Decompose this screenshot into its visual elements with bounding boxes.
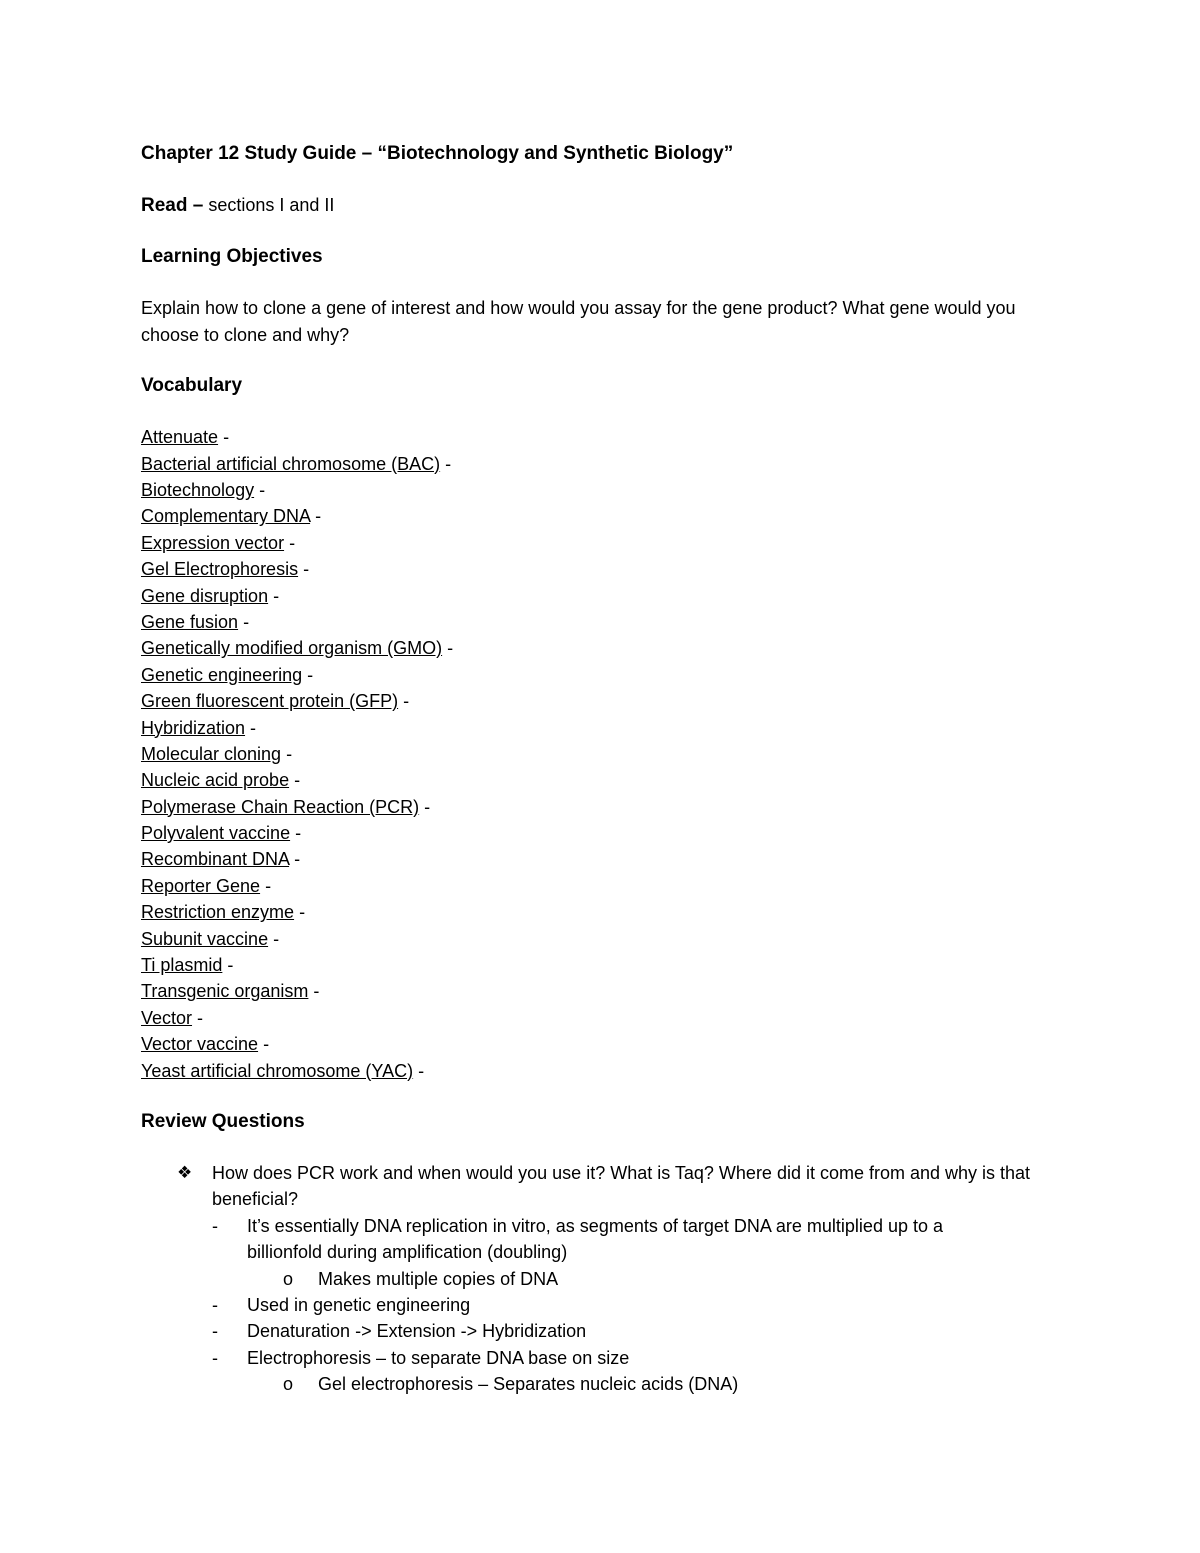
vocabulary-item <box>141 767 1041 793</box>
vocabulary-item <box>141 820 1041 846</box>
read-label: Read – <box>141 195 204 216</box>
vocabulary-item <box>141 1058 1041 1084</box>
vocabulary-dash: - <box>419 796 431 817</box>
review-question-text: How does PCR work and when would you use it? What is Taq? Where did it come from and why is that beneficial? <box>212 1162 1031 1210</box>
vocabulary-dash: - <box>310 506 322 527</box>
vocabulary-term: Genetic engineering <box>141 664 303 685</box>
diamond-bullet-icon: ❖ <box>177 1162 193 1182</box>
vocabulary-term: Polymerase Chain Reaction (PCR) <box>141 796 420 817</box>
answer-item <box>212 1345 1022 1398</box>
read-text: sections I and II <box>203 195 335 215</box>
vocabulary-term: Genetically modified organism (GMO) <box>141 638 443 659</box>
vocabulary-term: Expression vector <box>141 532 285 553</box>
vocabulary-dash: - <box>260 875 272 896</box>
vocabulary-item <box>141 1005 1041 1031</box>
vocabulary-term: Molecular cloning <box>141 743 282 764</box>
vocabulary-item <box>141 846 1041 872</box>
circle-bullet: o <box>283 1268 294 1289</box>
vocabulary-item <box>141 873 1041 899</box>
vocabulary-term: Transgenic organism <box>141 981 309 1002</box>
vocabulary-term: Subunit vaccine <box>141 928 269 949</box>
vocabulary-term: Recombinant DNA <box>141 849 290 870</box>
vocabulary-term: Vector <box>141 1007 193 1028</box>
vocabulary-term: Gene fusion <box>141 611 239 632</box>
vocabulary-item <box>141 609 1041 635</box>
vocabulary-term: Attenuate <box>141 427 219 448</box>
vocabulary-item <box>141 583 1041 609</box>
vocabulary-dash: - <box>298 559 310 580</box>
answer-sub-text: Makes multiple copies of DNA <box>318 1268 559 1289</box>
vocabulary-item <box>141 424 1041 450</box>
answer-item <box>212 1292 1022 1318</box>
vocabulary-dash: - <box>289 770 301 791</box>
vocabulary-dash: - <box>268 585 280 606</box>
dash-bullet: - <box>212 1215 218 1236</box>
vocabulary-dash: - <box>440 453 452 474</box>
vocabulary-term: Gene disruption <box>141 585 269 606</box>
page-title: Chapter 12 Study Guide – “Biotechnology and Synthetic Biology” <box>141 143 734 164</box>
vocabulary-item <box>141 1031 1041 1057</box>
dash-bullet: - <box>212 1347 218 1368</box>
vocabulary-term: Biotechnology <box>141 480 255 500</box>
vocabulary-item <box>141 952 1041 978</box>
answer-list <box>212 1213 1041 1398</box>
dash-bullet: - <box>212 1321 218 1342</box>
vocabulary-item <box>141 635 1041 661</box>
vocabulary-item <box>141 503 1041 529</box>
vocabulary-dash: - <box>302 664 314 685</box>
vocabulary-dash: - <box>442 638 454 659</box>
vocabulary-heading: Vocabulary <box>141 375 243 397</box>
answer-item <box>212 1318 1022 1344</box>
vocabulary-term: Nucleic acid probe <box>141 770 290 791</box>
vocabulary-dash: - <box>218 427 230 448</box>
circle-bullet: o <box>283 1374 294 1395</box>
answer-text: Denaturation -> Extension -> Hybridization <box>247 1321 587 1342</box>
vocabulary-dash: - <box>308 981 320 1002</box>
vocabulary-item <box>141 451 1041 477</box>
read-line <box>141 192 1041 219</box>
vocabulary-dash: - <box>245 717 257 738</box>
answer-text: Electrophoresis – to separate DNA base on size <box>247 1347 630 1368</box>
vocabulary-term: Reporter Gene <box>141 875 261 896</box>
vocabulary-item <box>141 899 1041 925</box>
answer-sub-item <box>247 1371 1022 1397</box>
vocabulary-term: Hybridization <box>141 717 246 738</box>
vocabulary-item <box>141 530 1041 556</box>
answer-sub-item <box>247 1266 1022 1292</box>
vocabulary-item <box>141 794 1041 820</box>
vocabulary-term: Polyvalent vaccine <box>141 823 291 844</box>
vocabulary-dash: - <box>268 928 280 949</box>
vocabulary-item <box>141 556 1041 582</box>
vocabulary-list <box>141 424 1041 1084</box>
vocabulary-dash: - <box>192 1007 204 1028</box>
answer-text: Used in genetic engineering <box>247 1295 471 1316</box>
study-guide-page <box>141 140 1041 1398</box>
learning-objectives-text: Explain how to clone a gene of interest and how would you assay for the gene product? What gene would you choose to clone and why? <box>141 298 1016 345</box>
vocabulary-item <box>141 741 1041 767</box>
vocabulary-item <box>141 688 1041 714</box>
answer-item <box>212 1213 1022 1292</box>
vocabulary-item <box>141 715 1041 741</box>
review-questions-list <box>141 1160 1041 1398</box>
vocabulary-term: Complementary DNA <box>141 506 311 527</box>
vocabulary-item <box>141 477 1041 503</box>
vocabulary-dash: - <box>289 849 301 870</box>
vocabulary-dash: - <box>294 902 306 923</box>
vocabulary-dash: - <box>254 480 266 500</box>
review-question-item <box>141 1160 1041 1398</box>
review-questions-heading: Review Questions <box>141 1110 305 1132</box>
vocabulary-term: Green fluorescent protein (GFP) <box>141 691 399 712</box>
vocabulary-term: Yeast artificial chromosome (YAC) <box>141 1060 414 1081</box>
answer-sub-list <box>247 1266 1022 1292</box>
vocabulary-dash: - <box>222 955 234 976</box>
vocabulary-term: Ti plasmid <box>141 955 223 976</box>
vocabulary-dash: - <box>290 823 302 844</box>
vocabulary-dash: - <box>398 691 410 712</box>
answer-sub-text: Gel electrophoresis – Separates nucleic acids (DNA) <box>318 1374 739 1395</box>
vocabulary-dash: - <box>238 611 250 632</box>
vocabulary-term: Bacterial artificial chromosome (BAC) <box>141 453 441 474</box>
answer-text: It’s essentially DNA replication in vitro, as segments of target DNA are multiplied up to a billionfold during amplification (doubling) <box>247 1215 943 1263</box>
vocabulary-dash: - <box>258 1034 270 1055</box>
vocabulary-dash: - <box>413 1060 425 1081</box>
vocabulary-dash: - <box>281 743 293 764</box>
vocabulary-term: Vector vaccine <box>141 1034 259 1055</box>
dash-bullet: - <box>212 1295 218 1316</box>
learning-objectives-heading: Learning Objectives <box>141 246 323 268</box>
vocabulary-term: Restriction enzyme <box>141 902 295 923</box>
vocabulary-item <box>141 662 1041 688</box>
answer-sub-list <box>247 1371 1022 1397</box>
vocabulary-item <box>141 926 1041 952</box>
vocabulary-dash: - <box>284 532 296 553</box>
vocabulary-item <box>141 978 1041 1004</box>
vocabulary-term: Gel Electrophoresis <box>141 559 299 580</box>
